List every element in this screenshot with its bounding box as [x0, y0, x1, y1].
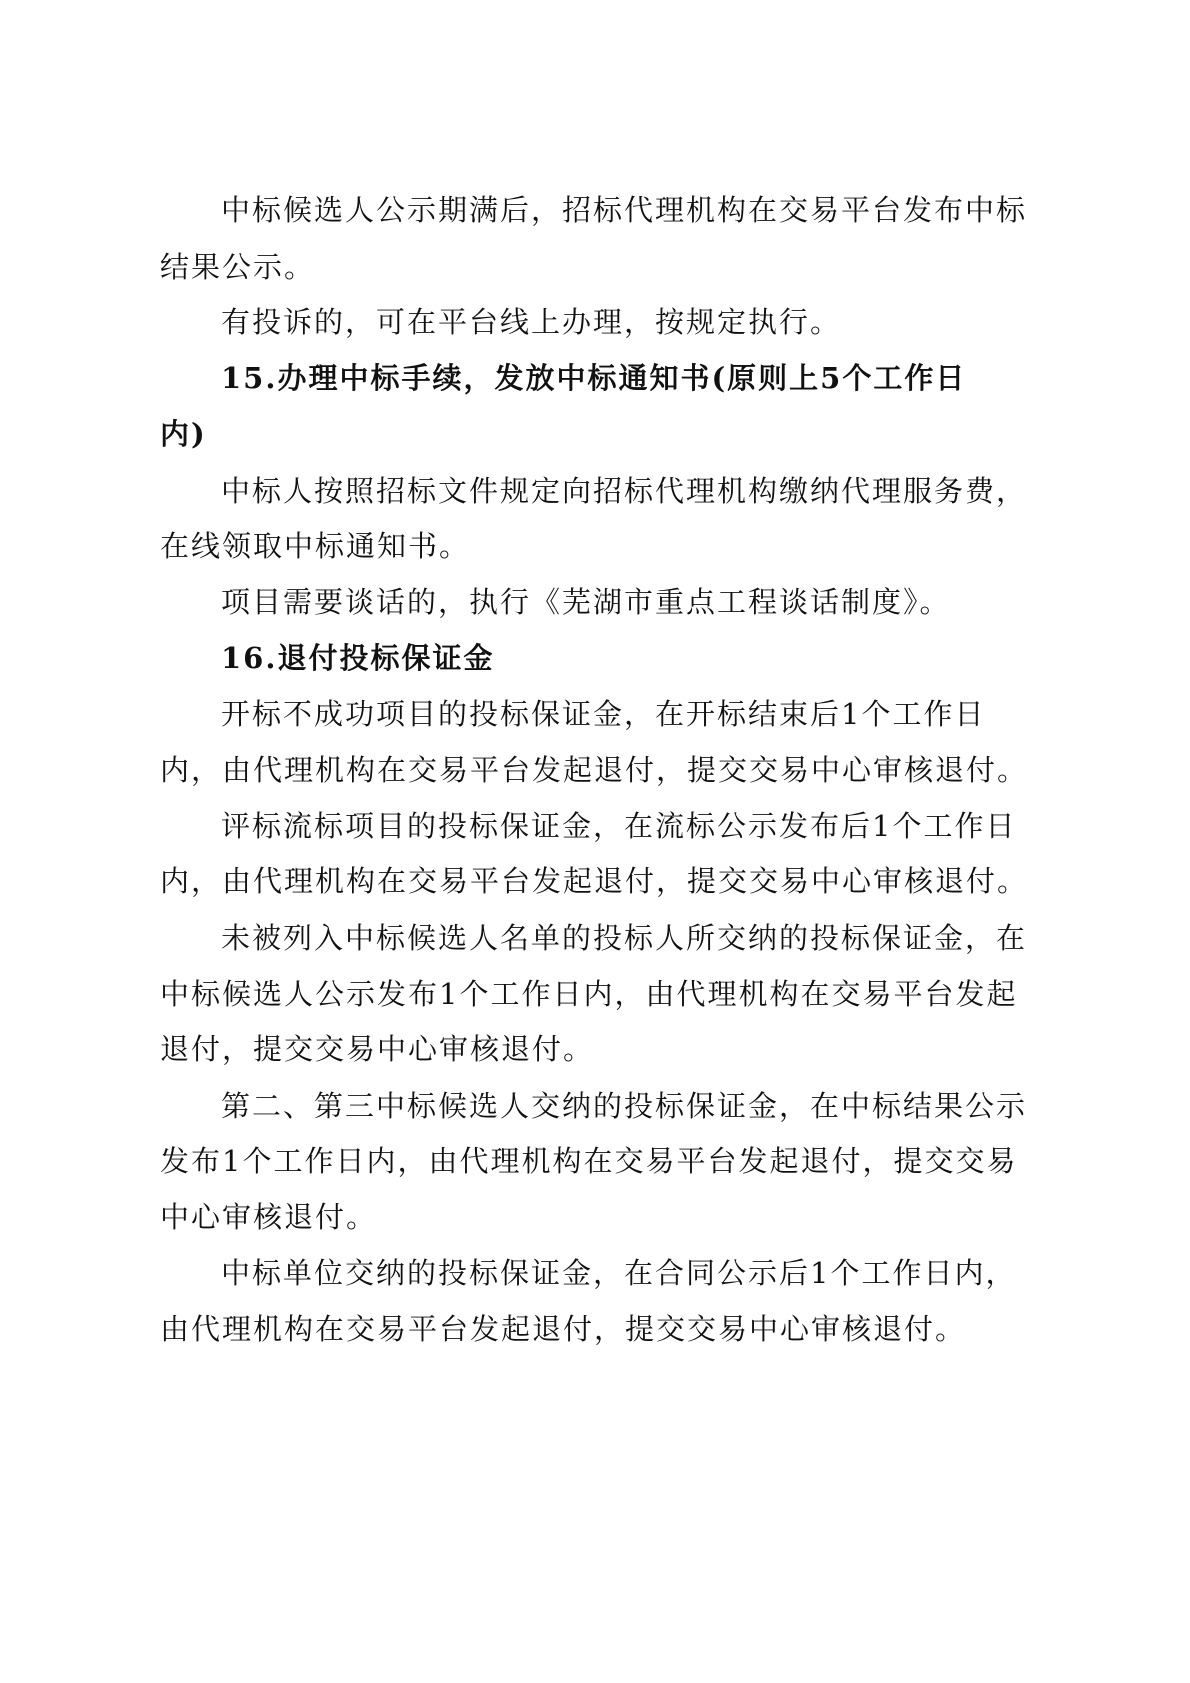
- paragraph-line: 中标候选人公示发布1个工作日内，由代理机构在交易平台发起: [160, 977, 1018, 1011]
- paragraph-line: 退付，提交交易中心审核退付。: [160, 1032, 595, 1066]
- paragraph-line: 有投诉的，可在平台线上办理，按规定执行。: [221, 305, 842, 339]
- paragraph-line: 第二、第三中标候选人交纳的投标保证金，在中标结果公示: [221, 1089, 1028, 1123]
- paragraph-line: 由代理机构在交易平台发起退付，提交交易中心审核退付。: [160, 1312, 967, 1346]
- section-heading: 16.退付投标保证金: [221, 641, 495, 675]
- paragraph-line: 项目需要谈话的，执行《芜湖市重点工程谈话制度》。: [221, 585, 951, 619]
- paragraph-line: 中标单位交纳的投标保证金，在合同公示后1个工作日内，: [221, 1256, 1017, 1290]
- paragraph-line: 开标不成功项目的投标保证金，在开标结束后1个工作日: [221, 697, 986, 731]
- paragraph-line: 评标流标项目的投标保证金，在流标公示发布后1个工作日: [221, 809, 1017, 843]
- paragraph-line: 中心审核退付。: [160, 1200, 378, 1234]
- paragraph-line: 中标候选人公示期满后，招标代理机构在交易平台发布中标: [221, 193, 1028, 227]
- paragraph-line: 内，由代理机构在交易平台发起退付，提交交易中心审核退付。: [160, 753, 1029, 787]
- paragraph-line: 结果公示。: [160, 250, 316, 284]
- paragraph-line: 在线领取中标通知书。: [160, 529, 471, 563]
- paragraph-line: 中标人按照招标文件规定向招标代理机构缴纳代理服务费，: [221, 474, 1028, 508]
- paragraph-line: 发布1个工作日内，由代理机构在交易平台发起退付，提交交易: [160, 1144, 1018, 1178]
- paragraph-line: 未被列入中标候选人名单的投标人所交纳的投标保证金，在: [221, 921, 1028, 955]
- paragraph-line: 内，由代理机构在交易平台发起退付，提交交易中心审核退付。: [160, 864, 1029, 898]
- section-heading: 15.办理中标手续，发放中标通知书(原则上5个工作日: [221, 361, 967, 395]
- section-heading: 内): [160, 417, 207, 451]
